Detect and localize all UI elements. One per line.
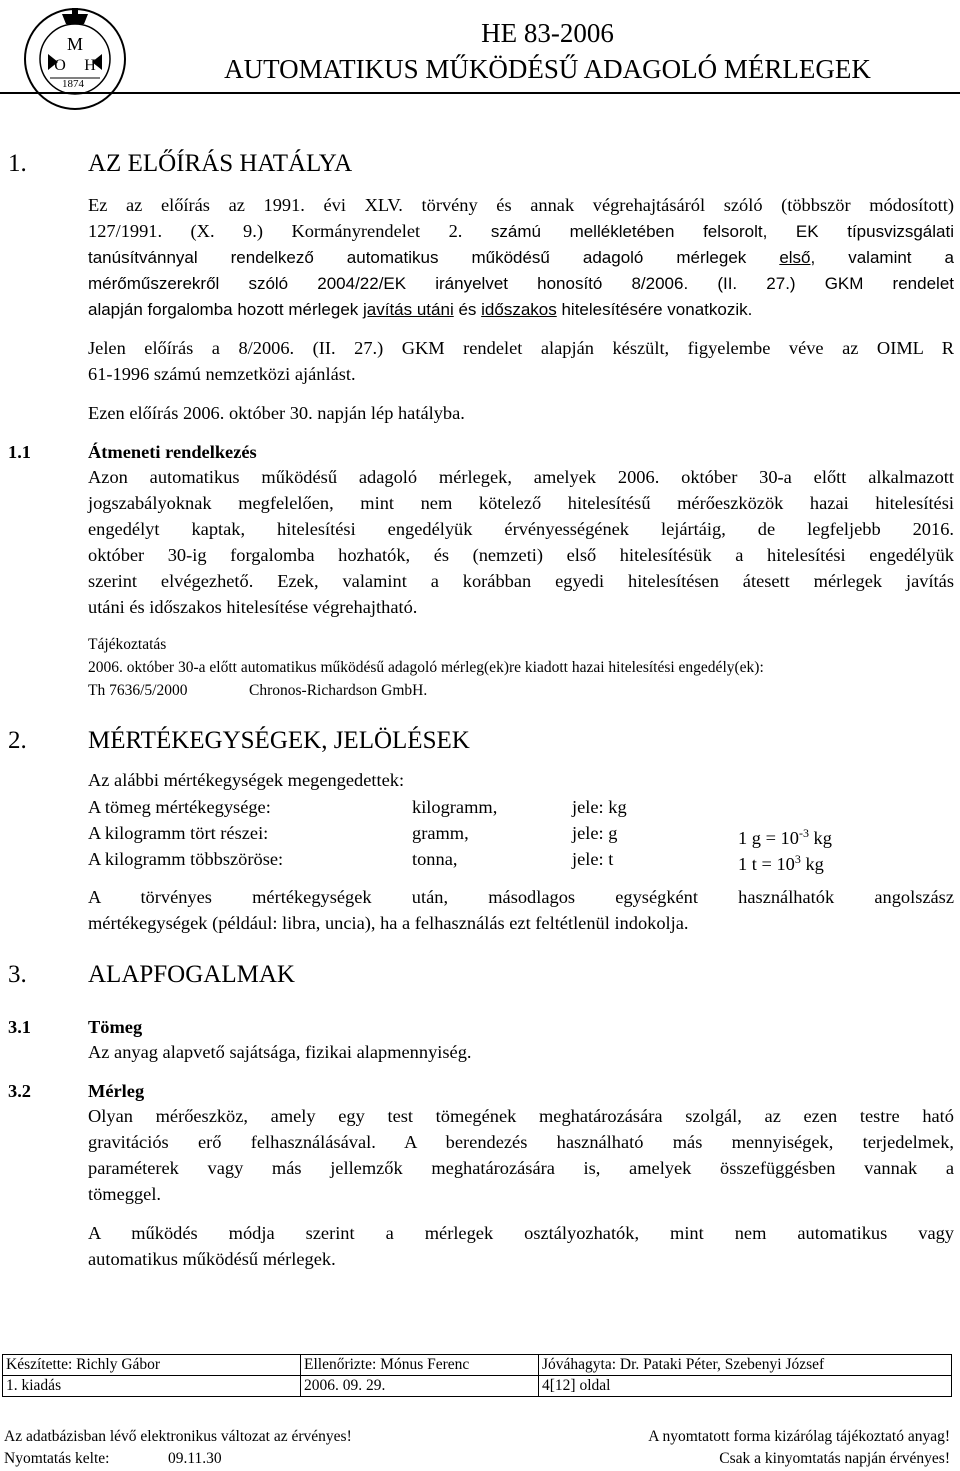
info-license-id: Th 7636/5/2000	[88, 682, 188, 699]
s11-line6: utáni és időszakos hitelesítése végrehajtható.	[88, 597, 418, 617]
svg-text:H: H	[84, 57, 96, 74]
footer-row-1	[3, 1355, 952, 1376]
info-company: Chronos-Richardson GmbH.	[249, 682, 428, 699]
footer-date: 2006. 09. 29.	[301, 1376, 539, 1397]
unit-row-2-name: gramm,	[412, 823, 469, 843]
s11-line1: Azon automatikus működésű adagoló mérlegek, amelyek 2006. október 30-a előtt alkalmazott	[88, 467, 954, 487]
unit-row-2-desc: A kilogramm tört részei:	[88, 823, 269, 843]
s32-line3: paraméterek vagy más jellemzők meghatározására is, amelyek összefüggésben vannak a	[88, 1158, 954, 1178]
footer-table	[2, 1354, 952, 1397]
section-1-title: AZ ELŐÍRÁS HATÁLYA	[88, 150, 353, 177]
section-3-2-number: 3.2	[8, 1081, 31, 1101]
section-3-number: 3.	[8, 961, 27, 988]
svg-text:O: O	[54, 57, 66, 74]
info-label: Tájékoztatás	[88, 636, 167, 653]
unit-row-1-symbol: jele: kg	[572, 797, 627, 817]
section-1-1-number: 1.1	[8, 442, 31, 462]
unit-row-2-relation: 1 $g = 10^{-3}$ kg	[738, 826, 832, 849]
footer-note-right: A nyomtatott forma kizárólag tájékoztató anyag!	[648, 1428, 950, 1445]
section-2-number: 2.	[8, 727, 27, 754]
footer-checker: Ellenőrizte: Mónus Ferenc	[301, 1355, 539, 1376]
footer-print-right: Csak a kinyomtatás napján érvényes!	[719, 1450, 950, 1467]
s32-line1: Olyan mérőeszköz, amely egy test tömegének meghatározására szolgál, az ezen testre ható	[88, 1106, 954, 1126]
section-1-number: 1.	[8, 150, 27, 177]
s1-p2-line1: Jelen előírás a 8/2006. (II. 27.) GKM rendelet alapján készült, figyelembe véve az OIML R	[88, 338, 954, 358]
header-divider	[0, 92, 960, 94]
s32-line4: tömeggel.	[88, 1184, 162, 1204]
footer-print-date: 09.11.30	[168, 1450, 222, 1467]
section-1-1-title: Átmeneti rendelkezés	[88, 442, 257, 462]
footer-print-label: Nyomtatás kelte:	[4, 1450, 110, 1467]
s32-m-line2: automatikus működésű mérlegek.	[88, 1249, 336, 1269]
s1-p1-line3: tanúsítvánnyal rendelkező automatikus működésű adagoló mérlegek első, valamint a	[88, 248, 954, 267]
s2-p-line2: mértékegységek (például: libra, uncia), ha a felhasználás ezt feltétlenül indokolja.	[88, 913, 689, 933]
s11-line3: engedélyt kaptak, hitelesítési engedélyük érvényességének lejártáig, de legfeljebb 2016.	[88, 519, 954, 539]
logo-year: 1874	[62, 78, 84, 90]
s1-p1-line2: 127/1991. (X. 9.) Kormányrendelet 2. számú mellékletében felsorolt, EK típusvizsgálati	[88, 221, 954, 241]
s1-p2-line2: 61-1996 számú nemzetközi ajánlást.	[88, 364, 356, 384]
info-text: 2006. október 30-a előtt automatikus működésű adagoló mérleg(ek)re kiadott hazai hitelesítési engedély(ek):	[88, 659, 764, 676]
units-intro: Az alábbi mértékegységek megengedettek:	[88, 770, 405, 790]
s1-p1-line1: Ez az előírás az 1991. évi XLV. törvény és annak végrehajtásáról szóló (többször módosított)	[88, 195, 954, 215]
section-3-1-title: Tömeg	[88, 1017, 143, 1037]
unit-row-3-relation: 1 $t = 10^3$ kg	[738, 852, 824, 875]
section-2-title: MÉRTÉKEGYSÉGEK, JELÖLÉSEK	[88, 727, 470, 754]
unit-row-1-desc: A tömeg mértékegysége:	[88, 797, 271, 817]
unit-row-3-desc: A kilogramm többszöröse:	[88, 849, 284, 869]
unit-row-2-symbol: jele: g	[572, 823, 618, 843]
s32-line2: gravitációs erő felhasználásával. A berendezés használható más mennyiségek, terjedelmek,	[88, 1132, 954, 1152]
s11-line2: jogszabályoknak megfelelően, mint nem kötelező hitelesítésű mérőeszközök hazai hitelesítési	[88, 493, 954, 513]
footer-row-2	[3, 1376, 952, 1397]
document-id: HE 83-2006	[481, 18, 614, 48]
s32-m-line1: A működés módja szerint a mérlegek osztályozhatók, mint nem automatikus vagy	[88, 1223, 954, 1243]
s2-p-line1: A törvényes mértékegységek után, másodlagos egységként használhatók angolszász	[88, 887, 954, 907]
section-3-2-title: Mérleg	[88, 1081, 145, 1101]
footer-approver: Jóváhagyta: Dr. Pataki Péter, Szebenyi József	[539, 1355, 952, 1376]
footer-edition: 1. kiadás	[3, 1376, 301, 1397]
s1-p3: Ezen előírás 2006. október 30. napján lép hatályba.	[88, 403, 465, 423]
ohm-logo	[22, 6, 128, 112]
section-3-title: ALAPFOGALMAK	[88, 961, 295, 988]
footer-page: 4[12] oldal	[539, 1376, 952, 1397]
s11-line5: szerint elvégezhető. Ezek, valamint a korábban egyedi hitelesítésen átesett mérlegek javítás	[88, 571, 954, 591]
s11-line4: október 30-ig forgalomba hozhatók, és (nemzeti) első hitelesítésük a hitelesítési engedélyük	[88, 545, 954, 565]
unit-row-3-name: tonna,	[412, 849, 458, 869]
s31-text: Az anyag alapvető sajátsága, fizikai alapmennyiség.	[88, 1042, 472, 1062]
s1-p1-line5: alapján forgalomba hozott mérlegek javítás utáni és időszakos hitelesítésére vonatkozik.	[88, 300, 753, 319]
footer-author: Készítette: Richly Gábor	[3, 1355, 301, 1376]
footer-note-left: Az adatbázisban lévő elektronikus változat az érvényes!	[4, 1428, 352, 1445]
unit-row-3-symbol: jele: t	[572, 849, 614, 869]
s1-p1-line4: mérőműszerekről szóló 2004/22/EK irányelvet honosító 8/2006. (II. 27.) GKM rendelet	[88, 274, 954, 293]
svg-text:M: M	[66, 34, 84, 54]
document-title: AUTOMATIKUS MŰKÖDÉSŰ ADAGOLÓ MÉRLEGEK	[224, 54, 871, 84]
section-3-1-number: 3.1	[8, 1017, 31, 1037]
unit-row-1-name: kilogramm,	[412, 797, 498, 817]
